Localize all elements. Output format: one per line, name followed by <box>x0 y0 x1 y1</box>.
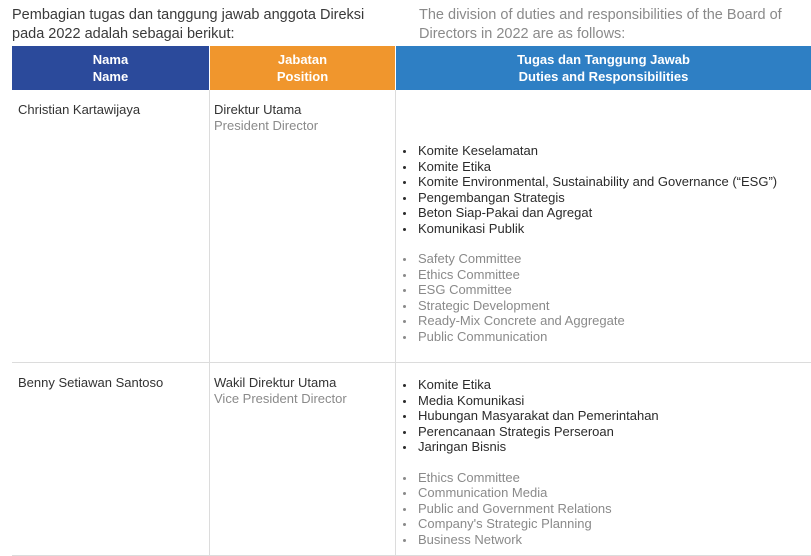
duty-item: Public and Government Relations <box>400 501 811 517</box>
director-name: Benny Setiawan Santoso <box>12 363 210 556</box>
duty-item: Media Komunikasi <box>400 393 811 409</box>
intro-text-english: The division of duties and responsibilities of the Board of Directors in 2022 are as follows: <box>419 6 811 44</box>
header-duties-id: Tugas dan Tanggung Jawab <box>396 51 811 68</box>
duty-item: Hubungan Masyarakat dan Pemerintahan <box>400 408 811 424</box>
header-name-id: Nama <box>12 51 209 68</box>
intro-text-indonesian: Pembagian tugas dan tanggung jawab anggota Direksi pada 2022 adalah sebagai berikut: <box>12 6 400 44</box>
header-duties <box>396 46 811 90</box>
duty-item: Perencanaan Strategis Perseroan <box>400 424 811 440</box>
board-duties-table <box>12 46 811 556</box>
duty-item: Strategic Development <box>400 298 811 314</box>
duty-item: Ethics Committee <box>400 267 811 283</box>
duties-list-english <box>400 251 811 344</box>
header-position-id: Jabatan <box>210 51 395 68</box>
header-position-en: Position <box>210 68 395 85</box>
duty-item: Communication Media <box>400 485 811 501</box>
director-duties <box>396 90 811 363</box>
duties-list-indonesian <box>400 377 811 455</box>
header-name-en: Name <box>12 68 209 85</box>
duty-item: Safety Committee <box>400 251 811 267</box>
position-id: Wakil Direktur Utama <box>214 375 336 390</box>
director-duties <box>396 363 811 556</box>
duties-list-indonesian <box>400 143 811 236</box>
duty-item: Pengembangan Strategis <box>400 190 811 206</box>
duty-item: Public Communication <box>400 329 811 345</box>
position-id: Direktur Utama <box>214 102 301 117</box>
duty-item: Komite Etika <box>400 377 811 393</box>
table-row <box>12 90 811 363</box>
duty-item: ESG Committee <box>400 282 811 298</box>
table-header-row <box>12 46 811 90</box>
director-name: Christian Kartawijaya <box>12 90 210 363</box>
director-position <box>210 90 396 363</box>
duty-item: Komunikasi Publik <box>400 221 811 237</box>
header-name <box>12 46 210 90</box>
duty-item: Komite Keselamatan <box>400 143 811 159</box>
header-duties-en: Duties and Responsibilities <box>396 68 811 85</box>
table-row <box>12 363 811 556</box>
duty-item: Business Network <box>400 532 811 548</box>
duty-item: Company's Strategic Planning <box>400 516 811 532</box>
duty-item: Jaringan Bisnis <box>400 439 811 455</box>
director-position <box>210 363 396 556</box>
duties-list-english <box>400 470 811 548</box>
duty-item: Ethics Committee <box>400 470 811 486</box>
duty-item: Ready-Mix Concrete and Aggregate <box>400 313 811 329</box>
duty-item: Beton Siap-Pakai dan Agregat <box>400 205 811 221</box>
duty-item: Komite Etika <box>400 159 811 175</box>
header-position <box>210 46 396 90</box>
position-en: Vice President Director <box>214 391 395 407</box>
duty-item: Komite Environmental, Sustainability and Governance (“ESG”) <box>400 174 811 190</box>
position-en: President Director <box>214 118 395 134</box>
